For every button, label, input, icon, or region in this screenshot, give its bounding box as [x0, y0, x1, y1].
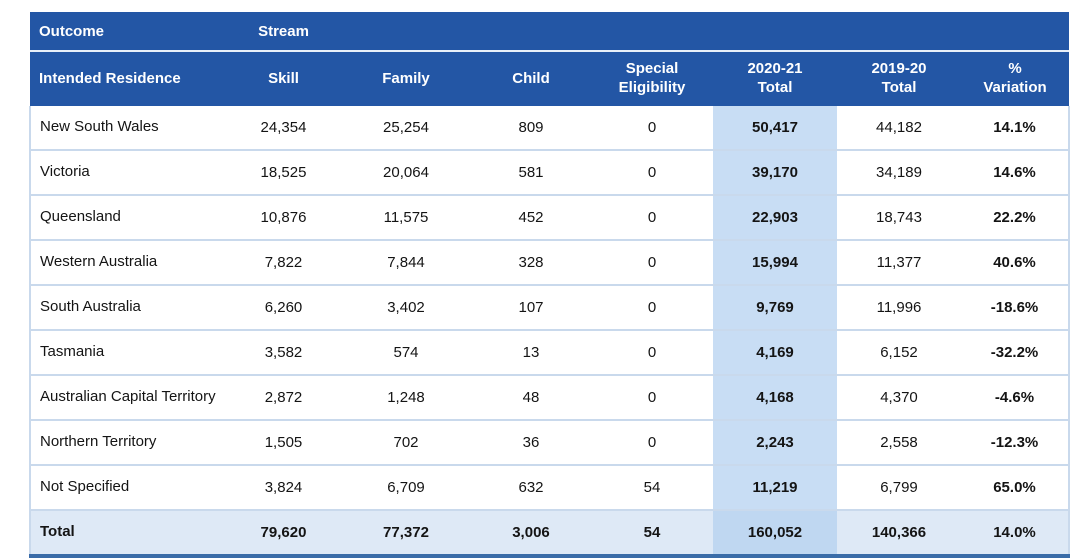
table-cell: 18,743	[837, 195, 961, 240]
table-cell: 3,402	[341, 285, 471, 330]
table-cell: 11,996	[837, 285, 961, 330]
col-header-total-2020-21	[713, 51, 837, 106]
table-cell: 3,582	[226, 330, 341, 375]
row-label: Western Australia	[30, 240, 226, 285]
table-cell: 0	[591, 150, 713, 195]
table-cell: 4,370	[837, 375, 961, 420]
table-cell: 48	[471, 375, 591, 420]
table-cell: 0	[591, 375, 713, 420]
total-row	[30, 510, 1069, 556]
table-row	[30, 375, 1069, 420]
table-cell: 13	[471, 330, 591, 375]
group-header-stream: Stream	[226, 12, 341, 51]
row-label: Tasmania	[30, 330, 226, 375]
table-cell: 3,824	[226, 465, 341, 510]
col-header-text: Eligibility	[618, 79, 686, 96]
table-cell: 25,254	[341, 106, 471, 150]
group-header-outcome: Outcome	[30, 12, 226, 51]
table-cell: 22,903	[713, 195, 837, 240]
table-cell: 0	[591, 195, 713, 240]
table-row	[30, 195, 1069, 240]
table-cell: 44,182	[837, 106, 961, 150]
table-cell: 79,620	[226, 510, 341, 556]
table-cell: 24,354	[226, 106, 341, 150]
table-header	[30, 12, 1069, 106]
table-cell: -32.2%	[961, 330, 1069, 375]
table-cell: 14.1%	[961, 106, 1069, 150]
row-label: South Australia	[30, 285, 226, 330]
table-cell: 54	[591, 465, 713, 510]
table-cell: 77,372	[341, 510, 471, 556]
table-cell: 11,575	[341, 195, 471, 240]
table-cell: 328	[471, 240, 591, 285]
group-header-row	[30, 12, 1069, 51]
table-cell: -12.3%	[961, 420, 1069, 465]
table-cell: 4,169	[713, 330, 837, 375]
col-header-text: %	[1008, 60, 1022, 78]
table-cell: 50,417	[713, 106, 837, 150]
table-cell: 0	[591, 330, 713, 375]
col-header-text: Total	[757, 79, 793, 96]
table-cell: 14.6%	[961, 150, 1069, 195]
row-label: Total	[30, 510, 226, 556]
table-cell: -4.6%	[961, 375, 1069, 420]
table-cell: 22.2%	[961, 195, 1069, 240]
table-cell: 0	[591, 106, 713, 150]
table-cell: 20,064	[341, 150, 471, 195]
table-cell: 160,052	[713, 510, 837, 556]
table-row	[30, 240, 1069, 285]
col-header-child	[471, 51, 591, 106]
table-cell: 2,243	[713, 420, 837, 465]
table-cell: 10,876	[226, 195, 341, 240]
row-label: Victoria	[30, 150, 226, 195]
table-row	[30, 420, 1069, 465]
table-cell: 15,994	[713, 240, 837, 285]
col-header-family	[341, 51, 471, 106]
table-cell: 6,260	[226, 285, 341, 330]
table-cell: 6,152	[837, 330, 961, 375]
table-cell: 0	[591, 285, 713, 330]
table-row	[30, 106, 1069, 150]
table-cell: 1,248	[341, 375, 471, 420]
table-row	[30, 150, 1069, 195]
col-header-text: Special	[625, 60, 679, 78]
table-cell: 2,558	[837, 420, 961, 465]
table-cell: 574	[341, 330, 471, 375]
table-cell: 1,505	[226, 420, 341, 465]
table-cell: 809	[471, 106, 591, 150]
table-row	[30, 285, 1069, 330]
table-row	[30, 330, 1069, 375]
col-header-text: 2019-20	[871, 60, 927, 78]
table-cell: 6,709	[341, 465, 471, 510]
migration-outcomes-table	[29, 12, 1070, 558]
table-cell: -18.6%	[961, 285, 1069, 330]
col-header-special-eligibility	[591, 51, 713, 106]
table-cell: 54	[591, 510, 713, 556]
table-cell: 3,006	[471, 510, 591, 556]
table-cell: 0	[591, 420, 713, 465]
col-header-text: Child	[512, 69, 550, 87]
row-label: New South Wales	[30, 106, 226, 150]
col-header-pct-variation	[961, 51, 1069, 106]
table-cell: 39,170	[713, 150, 837, 195]
table-cell: 9,769	[713, 285, 837, 330]
table-cell: 140,366	[837, 510, 961, 556]
col-header-text: 2020-21	[747, 60, 803, 78]
table-cell: 11,377	[837, 240, 961, 285]
table-cell: 581	[471, 150, 591, 195]
table-cell: 65.0%	[961, 465, 1069, 510]
row-label: Northern Territory	[30, 420, 226, 465]
table-cell: 18,525	[226, 150, 341, 195]
group-header-spacer	[341, 12, 1069, 51]
row-label: Australian Capital Territory	[30, 375, 226, 420]
table-cell: 2,872	[226, 375, 341, 420]
col-header-text: Intended Residence	[39, 69, 181, 87]
table-cell: 36	[471, 420, 591, 465]
col-header-skill	[226, 51, 341, 106]
table-cell: 7,822	[226, 240, 341, 285]
table-cell: 40.6%	[961, 240, 1069, 285]
col-header-text: Total	[881, 79, 917, 96]
col-header-intended-residence	[30, 51, 226, 106]
table-cell: 4,168	[713, 375, 837, 420]
table-cell: 34,189	[837, 150, 961, 195]
col-header-text: Variation	[983, 79, 1047, 96]
table-cell: 702	[341, 420, 471, 465]
table-cell: 14.0%	[961, 510, 1069, 556]
column-header-row	[30, 51, 1069, 106]
table-cell: 11,219	[713, 465, 837, 510]
table-row	[30, 465, 1069, 510]
col-header-total-2019-20	[837, 51, 961, 106]
col-header-text: Skill	[268, 69, 299, 87]
table-cell: 6,799	[837, 465, 961, 510]
table-cell: 107	[471, 285, 591, 330]
table-body	[30, 106, 1069, 556]
table-cell: 7,844	[341, 240, 471, 285]
table-cell: 0	[591, 240, 713, 285]
col-header-text: Family	[382, 69, 430, 87]
row-label: Not Specified	[30, 465, 226, 510]
table-cell: 632	[471, 465, 591, 510]
row-label: Queensland	[30, 195, 226, 240]
table-cell: 452	[471, 195, 591, 240]
